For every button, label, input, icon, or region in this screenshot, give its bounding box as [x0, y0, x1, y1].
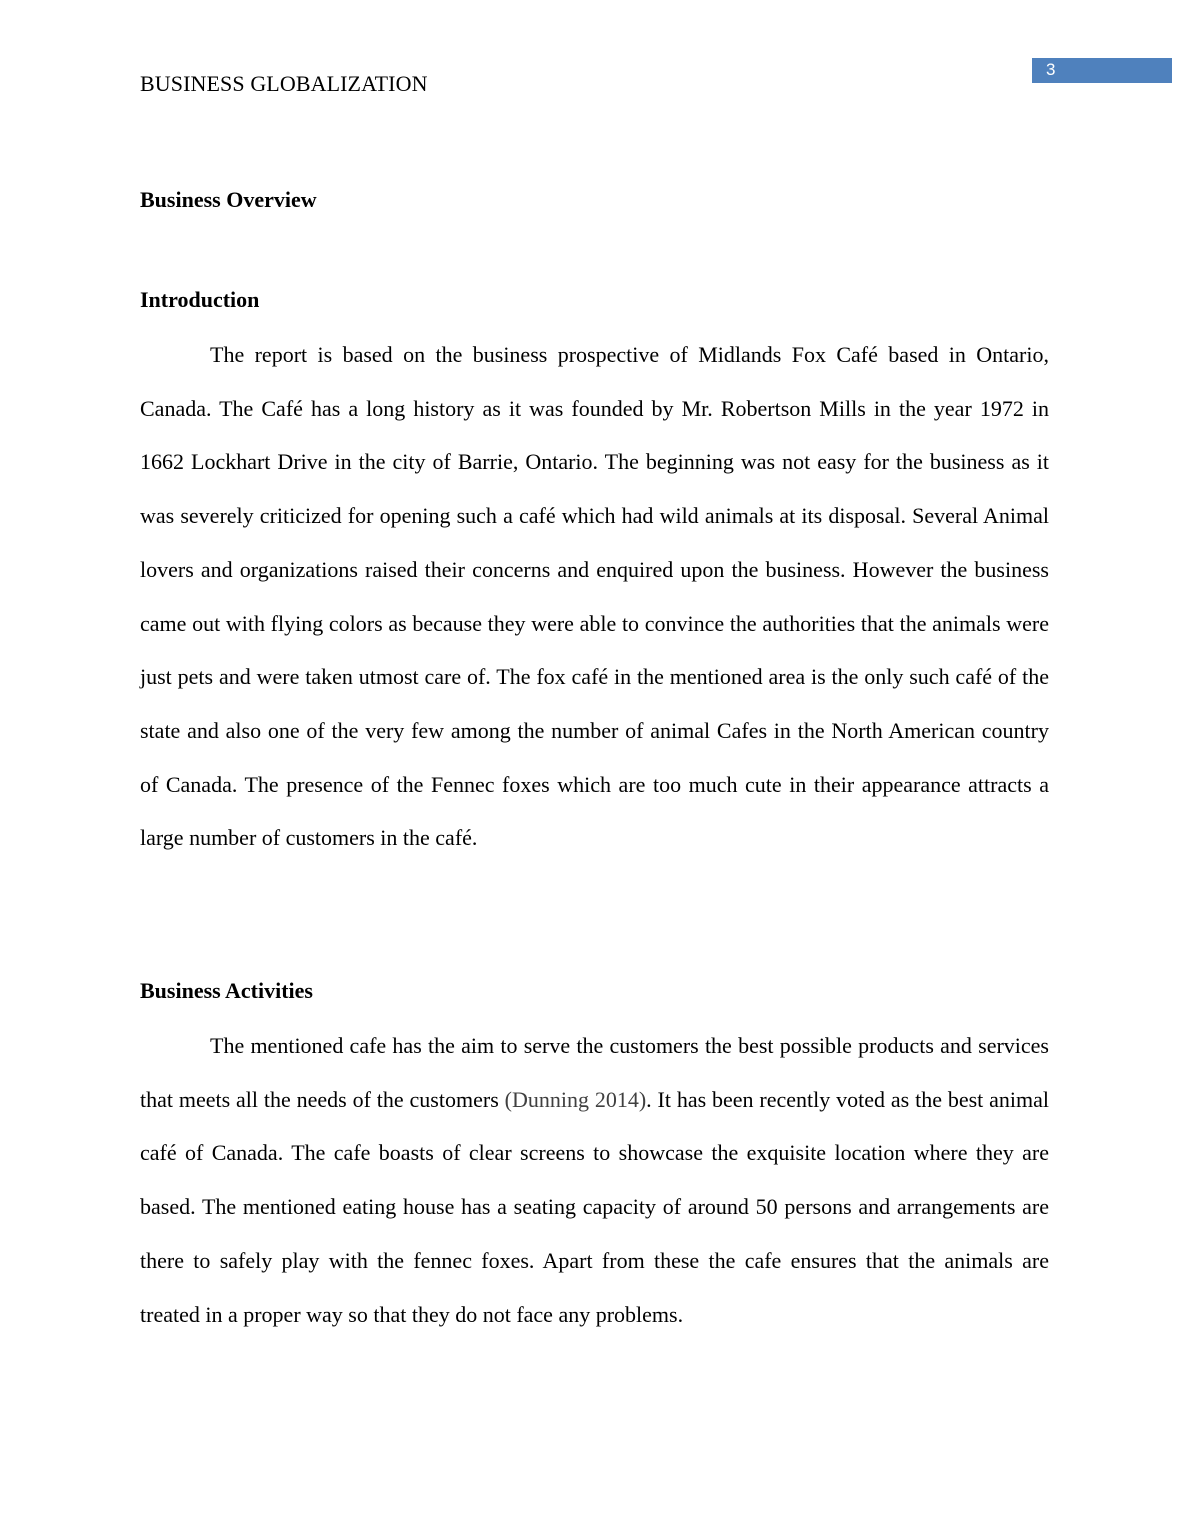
page-number: 3 [1046, 60, 1056, 79]
introduction-paragraph: The report is based on the business prospective of Midlands Fox Café based in Ontario, Canada. The Café has a long history as it was founded by Mr. Robertson Mills in the year 1972 in 1662 Lockhart Drive in the city of Barrie, Ontario. The beginning was not easy for the business as it was severely criticized for opening such a café which had wild animals at its disposal. Several Animal lovers and organizations raised their concerns and enquired upon the business. However the business came out with flying colors as because they were able to convince the authorities that the animals were just pets and were taken utmost care of. The fox café in the mentioned area is the only such café of the state and also one of the very few among the number of animal Cafes in the North American country of Canada. The presence of the Fennec foxes which are too much cute in their appearance attracts a large number of customers in the café. [140, 342, 1049, 851]
section-heading-business-overview: Business Overview [140, 187, 317, 212]
running-head: BUSINESS GLOBALIZATION [140, 71, 428, 96]
citation-dunning-2014: (Dunning 2014) [504, 1086, 647, 1112]
paragraph-text-after-citation: . It has been recently voted as the best animal café of Canada. The cafe boasts of clear screens to showcase the exquisite location where they are based. The mentioned eating house has a seating capacity of around 50 persons and arrangements are there to safely play with the fennec foxes. Apart from these the cafe ensures that the animals are treated in a proper way so that they do not face any problems. [140, 1086, 1050, 1327]
section-heading-business-activities: Business Activities [140, 978, 313, 1003]
section-heading-introduction: Introduction [140, 287, 260, 312]
business-activities-paragraph [140, 1019, 1049, 1341]
paragraph-text-before-citation: The mentioned cafe has the aim to serve the customers the best possible products and services that meets all the needs of the customers [140, 1033, 1049, 1112]
